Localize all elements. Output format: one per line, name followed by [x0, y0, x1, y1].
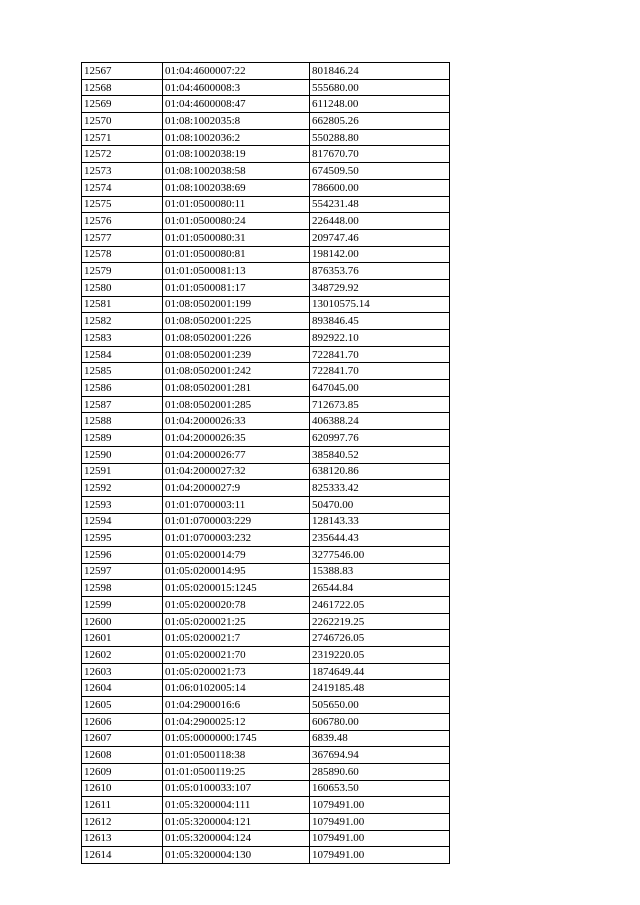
value-cell: 406388.24: [310, 413, 450, 430]
value-cell: 825333.42: [310, 480, 450, 497]
table-row: [82, 313, 450, 330]
value-cell: 606780.00: [310, 713, 450, 730]
row-number-cell: 12579: [82, 263, 163, 280]
row-number-cell: 12592: [82, 480, 163, 497]
cadastral-number-cell: 01:04:4600007:22: [163, 63, 310, 80]
cadastral-number-cell: 01:08:1002038:58: [163, 163, 310, 180]
table-row: [82, 229, 450, 246]
table-row: [82, 63, 450, 80]
row-number-cell: 12597: [82, 563, 163, 580]
table-row: [82, 246, 450, 263]
row-number-cell: 12590: [82, 446, 163, 463]
value-cell: 550288.80: [310, 129, 450, 146]
cadastral-number-cell: 01:01:0700003:232: [163, 530, 310, 547]
value-cell: 198142.00: [310, 246, 450, 263]
cadastral-number-cell: 01:04:2000026:33: [163, 413, 310, 430]
table-body: [82, 63, 450, 864]
row-number-cell: 12612: [82, 813, 163, 830]
row-number-cell: 12584: [82, 346, 163, 363]
row-number-cell: 12587: [82, 396, 163, 413]
row-number-cell: 12574: [82, 179, 163, 196]
row-number-cell: 12567: [82, 63, 163, 80]
value-cell: 505650.00: [310, 697, 450, 714]
table-row: [82, 546, 450, 563]
value-cell: 13010575.14: [310, 296, 450, 313]
cadastral-number-cell: 01:05:0200021:25: [163, 613, 310, 630]
table-row: [82, 263, 450, 280]
table-row: [82, 463, 450, 480]
table-row: [82, 847, 450, 864]
value-cell: 1079491.00: [310, 813, 450, 830]
row-number-cell: 12583: [82, 330, 163, 347]
table-row: [82, 630, 450, 647]
row-number-cell: 12610: [82, 780, 163, 797]
value-cell: 555680.00: [310, 79, 450, 96]
cadastral-number-cell: 01:04:2000026:77: [163, 446, 310, 463]
table-row: [82, 763, 450, 780]
row-number-cell: 12602: [82, 647, 163, 664]
table-row: [82, 780, 450, 797]
cadastral-number-cell: 01:04:4600008:47: [163, 96, 310, 113]
cadastral-number-cell: 01:04:2000026:35: [163, 430, 310, 447]
table-row: [82, 363, 450, 380]
value-cell: 1079491.00: [310, 797, 450, 814]
cadastral-number-cell: 01:08:0502001:242: [163, 363, 310, 380]
row-number-cell: 12586: [82, 380, 163, 397]
table-row: [82, 79, 450, 96]
table-row: [82, 747, 450, 764]
value-cell: 611248.00: [310, 96, 450, 113]
row-number-cell: 12573: [82, 163, 163, 180]
value-cell: 2319220.05: [310, 647, 450, 664]
cadastral-number-cell: 01:08:1002035:8: [163, 113, 310, 130]
cadastral-number-cell: 01:05:0200014:95: [163, 563, 310, 580]
cadastral-number-cell: 01:08:0502001:281: [163, 380, 310, 397]
row-number-cell: 12601: [82, 630, 163, 647]
cadastral-number-cell: 01:01:0500081:17: [163, 279, 310, 296]
value-cell: 817670.70: [310, 146, 450, 163]
value-cell: 235644.43: [310, 530, 450, 547]
row-number-cell: 12613: [82, 830, 163, 847]
table-row: [82, 213, 450, 230]
row-number-cell: 12599: [82, 597, 163, 614]
cadastral-number-cell: 01:05:3200004:121: [163, 813, 310, 830]
row-number-cell: 12609: [82, 763, 163, 780]
value-cell: 712673.85: [310, 396, 450, 413]
cadastral-number-cell: 01:05:3200004:130: [163, 847, 310, 864]
table-row: [82, 296, 450, 313]
cadastral-number-cell: 01:08:1002038:69: [163, 179, 310, 196]
value-cell: 285890.60: [310, 763, 450, 780]
row-number-cell: 12591: [82, 463, 163, 480]
row-number-cell: 12606: [82, 713, 163, 730]
row-number-cell: 12577: [82, 229, 163, 246]
row-number-cell: 12589: [82, 430, 163, 447]
row-number-cell: 12604: [82, 680, 163, 697]
value-cell: 722841.70: [310, 346, 450, 363]
row-number-cell: 12614: [82, 847, 163, 864]
cadastral-number-cell: 01:05:0200015:1245: [163, 580, 310, 597]
cadastral-number-cell: 01:01:0500118:38: [163, 747, 310, 764]
value-cell: 348729.92: [310, 279, 450, 296]
value-cell: 638120.86: [310, 463, 450, 480]
table-row: [82, 496, 450, 513]
cadastral-number-cell: 01:01:0500080:81: [163, 246, 310, 263]
row-number-cell: 12571: [82, 129, 163, 146]
table-row: [82, 563, 450, 580]
value-cell: 893846.45: [310, 313, 450, 330]
row-number-cell: 12585: [82, 363, 163, 380]
row-number-cell: 12575: [82, 196, 163, 213]
table-row: [82, 613, 450, 630]
cadastral-number-cell: 01:04:4600008:3: [163, 79, 310, 96]
cadastral-number-cell: 01:05:3200004:111: [163, 797, 310, 814]
value-cell: 367694.94: [310, 747, 450, 764]
row-number-cell: 12598: [82, 580, 163, 597]
cadastral-number-cell: 01:01:0700003:229: [163, 513, 310, 530]
table-row: [82, 680, 450, 697]
value-cell: 620997.76: [310, 430, 450, 447]
table-row: [82, 146, 450, 163]
row-number-cell: 12568: [82, 79, 163, 96]
cadastral-number-cell: 01:04:2000027:32: [163, 463, 310, 480]
row-number-cell: 12594: [82, 513, 163, 530]
table-row: [82, 396, 450, 413]
value-cell: 2746726.05: [310, 630, 450, 647]
cadastral-number-cell: 01:01:0700003:11: [163, 496, 310, 513]
value-cell: 128143.33: [310, 513, 450, 530]
value-cell: 385840.52: [310, 446, 450, 463]
row-number-cell: 12581: [82, 296, 163, 313]
row-number-cell: 12607: [82, 730, 163, 747]
value-cell: 786600.00: [310, 179, 450, 196]
table-row: [82, 597, 450, 614]
row-number-cell: 12580: [82, 279, 163, 296]
value-cell: 801846.24: [310, 63, 450, 80]
value-cell: 554231.48: [310, 196, 450, 213]
table-row: [82, 196, 450, 213]
row-number-cell: 12570: [82, 113, 163, 130]
value-cell: 226448.00: [310, 213, 450, 230]
cadastral-number-cell: 01:08:0502001:239: [163, 346, 310, 363]
row-number-cell: 12600: [82, 613, 163, 630]
table-row: [82, 813, 450, 830]
row-number-cell: 12593: [82, 496, 163, 513]
row-number-cell: 12595: [82, 530, 163, 547]
table-row: [82, 430, 450, 447]
value-cell: 674509.50: [310, 163, 450, 180]
cadastral-number-cell: 01:04:2000027:9: [163, 480, 310, 497]
cadastral-number-cell: 01:05:0200014:79: [163, 546, 310, 563]
table-row: [82, 830, 450, 847]
table-row: [82, 179, 450, 196]
table-row: [82, 330, 450, 347]
cadastral-number-cell: 01:01:0500119:25: [163, 763, 310, 780]
cadastral-number-cell: 01:04:2900025:12: [163, 713, 310, 730]
value-cell: 50470.00: [310, 496, 450, 513]
row-number-cell: 12582: [82, 313, 163, 330]
cadastral-number-cell: 01:05:0000000:1745: [163, 730, 310, 747]
cadastral-number-cell: 01:08:0502001:285: [163, 396, 310, 413]
table-row: [82, 647, 450, 664]
cadastral-number-cell: 01:08:0502001:225: [163, 313, 310, 330]
value-cell: 1874649.44: [310, 663, 450, 680]
table-row: [82, 113, 450, 130]
value-cell: 1079491.00: [310, 847, 450, 864]
cadastral-number-cell: 01:01:0500080:31: [163, 229, 310, 246]
cadastral-number-cell: 01:05:3200004:124: [163, 830, 310, 847]
cadastral-number-cell: 01:05:0200021:7: [163, 630, 310, 647]
table-row: [82, 797, 450, 814]
row-number-cell: 12578: [82, 246, 163, 263]
cadastral-number-cell: 01:01:0500080:11: [163, 196, 310, 213]
value-cell: 722841.70: [310, 363, 450, 380]
value-cell: 3277546.00: [310, 546, 450, 563]
value-cell: 160653.50: [310, 780, 450, 797]
value-cell: 2262219.25: [310, 613, 450, 630]
value-cell: 647045.00: [310, 380, 450, 397]
row-number-cell: 12611: [82, 797, 163, 814]
row-number-cell: 12596: [82, 546, 163, 563]
table-row: [82, 480, 450, 497]
row-number-cell: 12603: [82, 663, 163, 680]
table-row: [82, 163, 450, 180]
table-row: [82, 697, 450, 714]
value-cell: 15388.83: [310, 563, 450, 580]
table-row: [82, 279, 450, 296]
table-row: [82, 713, 450, 730]
row-number-cell: 12576: [82, 213, 163, 230]
cadastral-number-cell: 01:01:0500080:24: [163, 213, 310, 230]
table-row: [82, 413, 450, 430]
table-row: [82, 663, 450, 680]
table-row: [82, 446, 450, 463]
table-row: [82, 730, 450, 747]
row-number-cell: 12608: [82, 747, 163, 764]
table-row: [82, 129, 450, 146]
table-row: [82, 380, 450, 397]
cadastral-number-cell: 01:06:0102005:14: [163, 680, 310, 697]
value-cell: 2419185.48: [310, 680, 450, 697]
cadastral-number-cell: 01:08:0502001:226: [163, 330, 310, 347]
row-number-cell: 12572: [82, 146, 163, 163]
table-row: [82, 580, 450, 597]
row-number-cell: 12569: [82, 96, 163, 113]
value-cell: 6839.48: [310, 730, 450, 747]
table-row: [82, 530, 450, 547]
cadastral-number-cell: 01:08:0502001:199: [163, 296, 310, 313]
cadastral-number-cell: 01:08:1002038:19: [163, 146, 310, 163]
table-row: [82, 346, 450, 363]
value-cell: 892922.10: [310, 330, 450, 347]
row-number-cell: 12605: [82, 697, 163, 714]
value-cell: 1079491.00: [310, 830, 450, 847]
value-cell: 2461722.05: [310, 597, 450, 614]
value-cell: 662805.26: [310, 113, 450, 130]
value-cell: 26544.84: [310, 580, 450, 597]
cadastral-number-cell: 01:05:0200021:73: [163, 663, 310, 680]
row-number-cell: 12588: [82, 413, 163, 430]
cadastral-number-cell: 01:05:0200021:70: [163, 647, 310, 664]
cadastral-value-table: [81, 62, 450, 864]
cadastral-number-cell: 01:01:0500081:13: [163, 263, 310, 280]
table-row: [82, 513, 450, 530]
value-cell: 209747.46: [310, 229, 450, 246]
cadastral-number-cell: 01:05:0100033:107: [163, 780, 310, 797]
cadastral-number-cell: 01:05:0200020:78: [163, 597, 310, 614]
cadastral-number-cell: 01:08:1002036:2: [163, 129, 310, 146]
table-row: [82, 96, 450, 113]
value-cell: 876353.76: [310, 263, 450, 280]
cadastral-number-cell: 01:04:2900016:6: [163, 697, 310, 714]
